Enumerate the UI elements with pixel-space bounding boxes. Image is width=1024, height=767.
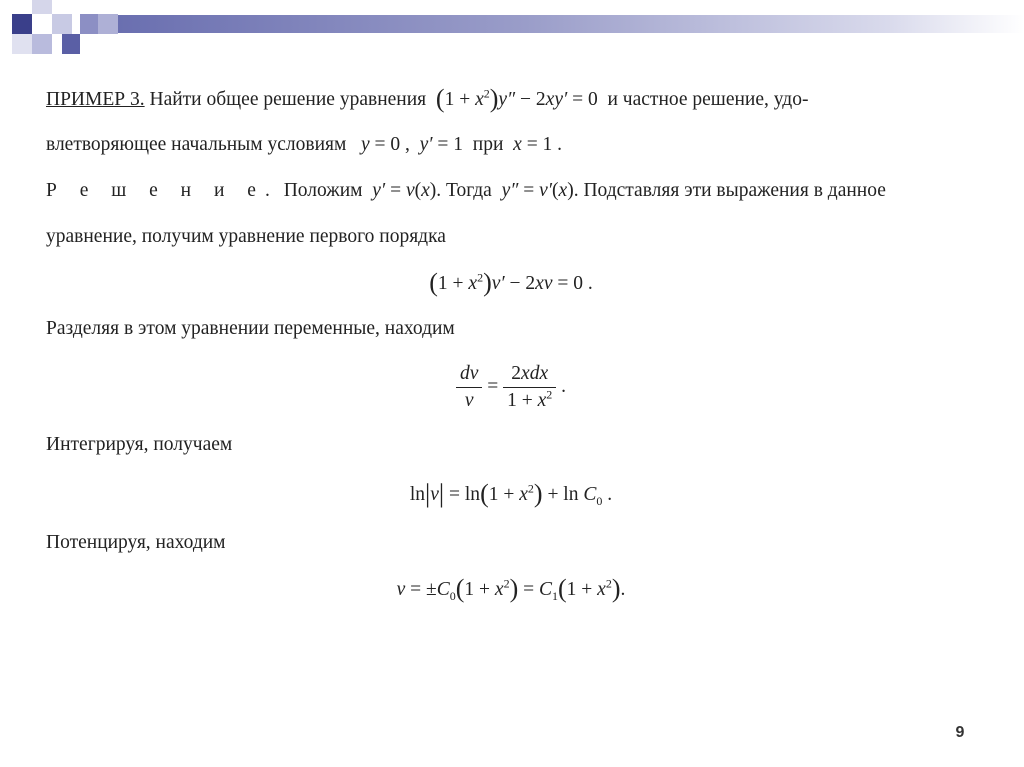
page-number: 9 [955, 724, 965, 741]
condition-separator: , [404, 134, 410, 155]
problem-line-2: влетворяющее начальным условиям y = 0 , y′ = 1 при x = 1 . [46, 134, 563, 155]
solution-line-1: Р е ш е н и е. Положим y′ = v(x). Тогда y″ = v′(x). Подставляя эти выражения в данное [46, 180, 886, 201]
solution-text-then: . Тогда [436, 180, 492, 201]
solution-line-2: уравнение, получим уравнение первого порядка [46, 226, 446, 247]
initial-conditions-text: влетворяющее начальным условиям [46, 134, 347, 155]
condition-y-prime: y′ [419, 134, 433, 155]
problem-line-1 [46, 76, 976, 122]
condition-at: при [472, 134, 504, 155]
main-equation: $(1 + x^2)y'' - 2xy' = 0$ [435, 84, 598, 113]
integrated-equation: $\ln|v| = \ln(1 + x^2) + \ln C_0$ . [409, 479, 613, 508]
solution-text-substitute: . Подставляя эти выражения в данное [573, 180, 886, 201]
separation-text: Разделяя в этом уравнении переменные, находим [46, 318, 455, 339]
header-gradient-bar [118, 15, 1024, 33]
potentiation-text: Потенцируя, находим [46, 532, 226, 553]
separated-equation: $\frac{dv}{v}$ = $\frac{\text{2xdx}}{1 + x^2}$ . [46, 352, 976, 422]
solution-label: Р е ш е н и е. [46, 180, 279, 201]
final-equation: $v = \pm C_0(1 + x^2) = C_1(1 + x^2)$. [396, 574, 626, 603]
integration-text: Интегрируя, получаем [46, 434, 233, 455]
example-label: ПРИМЕР 3. [46, 89, 145, 110]
solution-text-put: Положим [283, 180, 363, 201]
slide-content [46, 76, 976, 612]
problem-text-continued: и частное решение, удо- [607, 89, 809, 110]
first-order-equation: $(1 + x^2)v' - 2xv = 0$ . [429, 268, 593, 297]
slide-header-decoration [0, 0, 1024, 60]
problem-text: Найти общее решение уравнения [149, 89, 427, 110]
condition-y: y [360, 134, 370, 155]
